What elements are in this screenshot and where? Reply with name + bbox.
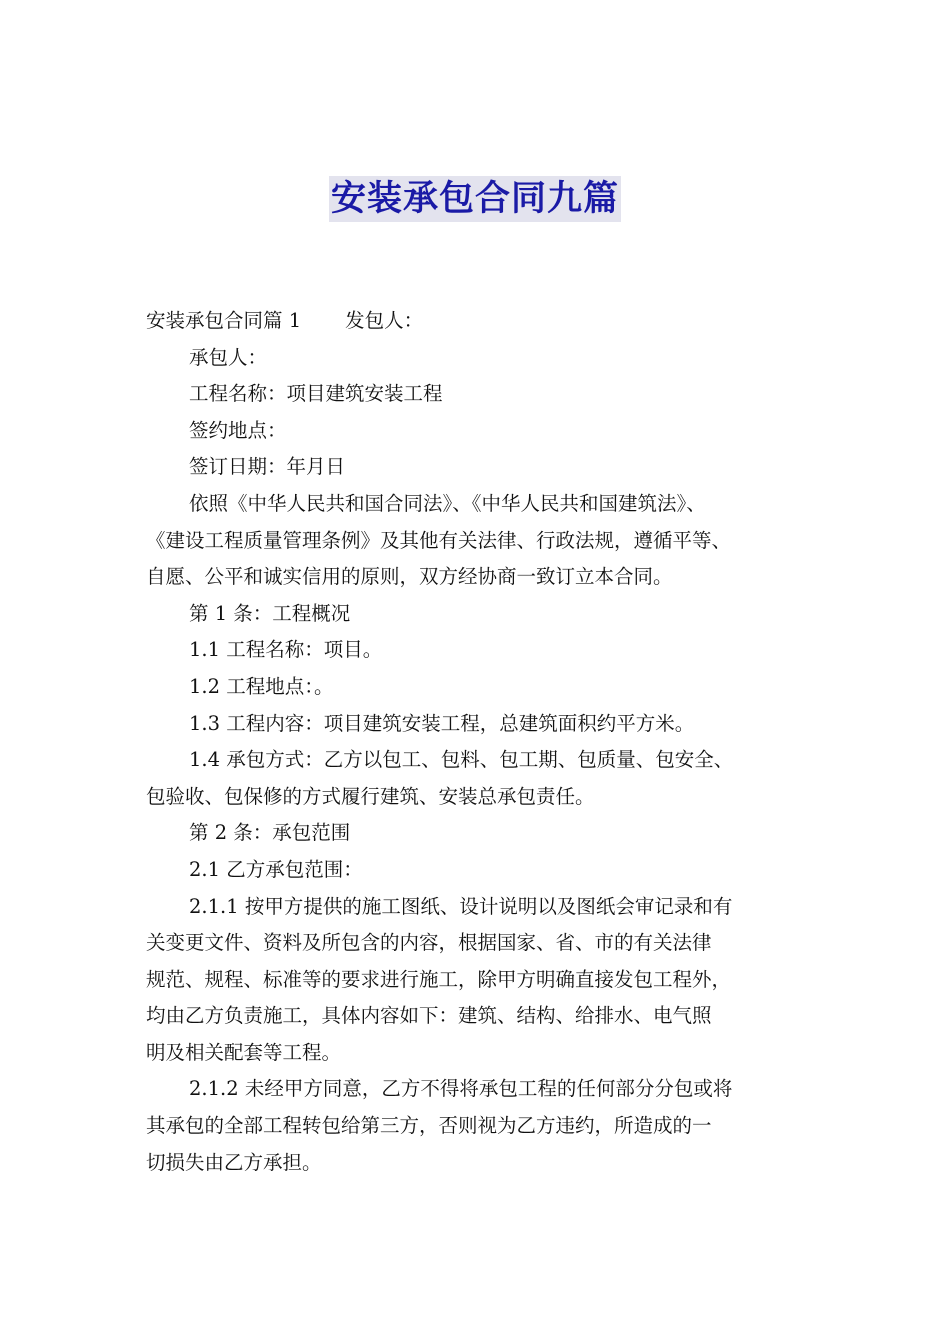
clause-line: 2.1.1 按甲方提供的施工图纸、设计说明以及图纸会审记录和有	[189, 894, 733, 918]
clause-line: 明及相关配套等工程。	[146, 1040, 342, 1064]
clause-line: 1.1 工程名称：项目。	[189, 638, 383, 662]
paragraph-line: 依照《中华人民共和国合同法》、《中华人民共和国建筑法》、	[189, 491, 706, 515]
paragraph-line: 工程名称：项目建筑安装工程	[189, 382, 443, 406]
clause-line: 2.1.2 未经甲方同意，乙方不得将承包工程的任何部分分包或将	[189, 1077, 733, 1101]
clause-line: 包验收、包保修的方式履行建筑、安装总承包责任。	[146, 784, 595, 808]
section-heading: 第 2 条：承包范围	[189, 821, 351, 845]
document-title: 安装承包合同九篇	[329, 176, 621, 222]
document-body	[146, 303, 806, 1181]
title-container	[0, 176, 950, 222]
paragraph-line: 签约地点：	[189, 418, 287, 442]
clause-line: 规范、规程、标准等的要求进行施工，除甲方明确直接发包工程外，	[146, 967, 732, 991]
clause-line: 关变更文件、资料及所包含的内容，根据国家、省、市的有关法律	[146, 931, 712, 955]
contract-heading: 安装承包合同篇 1	[146, 309, 302, 332]
clause-line: 1.4 承包方式：乙方以包工、包料、包工期、包质量、包安全、	[189, 748, 734, 772]
clause-line: 切损失由乙方承担。	[146, 1150, 322, 1174]
section-heading: 第 1 条：工程概况	[189, 601, 351, 625]
paragraph-line: 自愿、公平和诚实信用的原则，双方经协商一致订立本合同。	[146, 565, 673, 589]
clause-line: 均由乙方负责施工，具体内容如下：建筑、结构、给排水、电气照	[146, 1004, 712, 1028]
clause-line: 2.1 乙方承包范围：	[189, 857, 363, 881]
paragraph-line: 签订日期：年月日	[189, 455, 346, 479]
contract-heading-line	[146, 303, 806, 340]
paragraph-line: 《建设工程质量管理条例》及其他有关法律、行政法规，遵循平等、	[146, 528, 732, 552]
issuer-label: 发包人：	[345, 309, 424, 332]
clause-line: 1.3 工程内容：项目建筑安装工程，总建筑面积约平方米。	[189, 711, 695, 735]
paragraph-line: 承包人：	[189, 345, 268, 369]
clause-line: 其承包的全部工程转包给第三方，否则视为乙方违约，所造成的一	[146, 1114, 712, 1138]
clause-line: 1.2 工程地点：。	[189, 674, 334, 698]
